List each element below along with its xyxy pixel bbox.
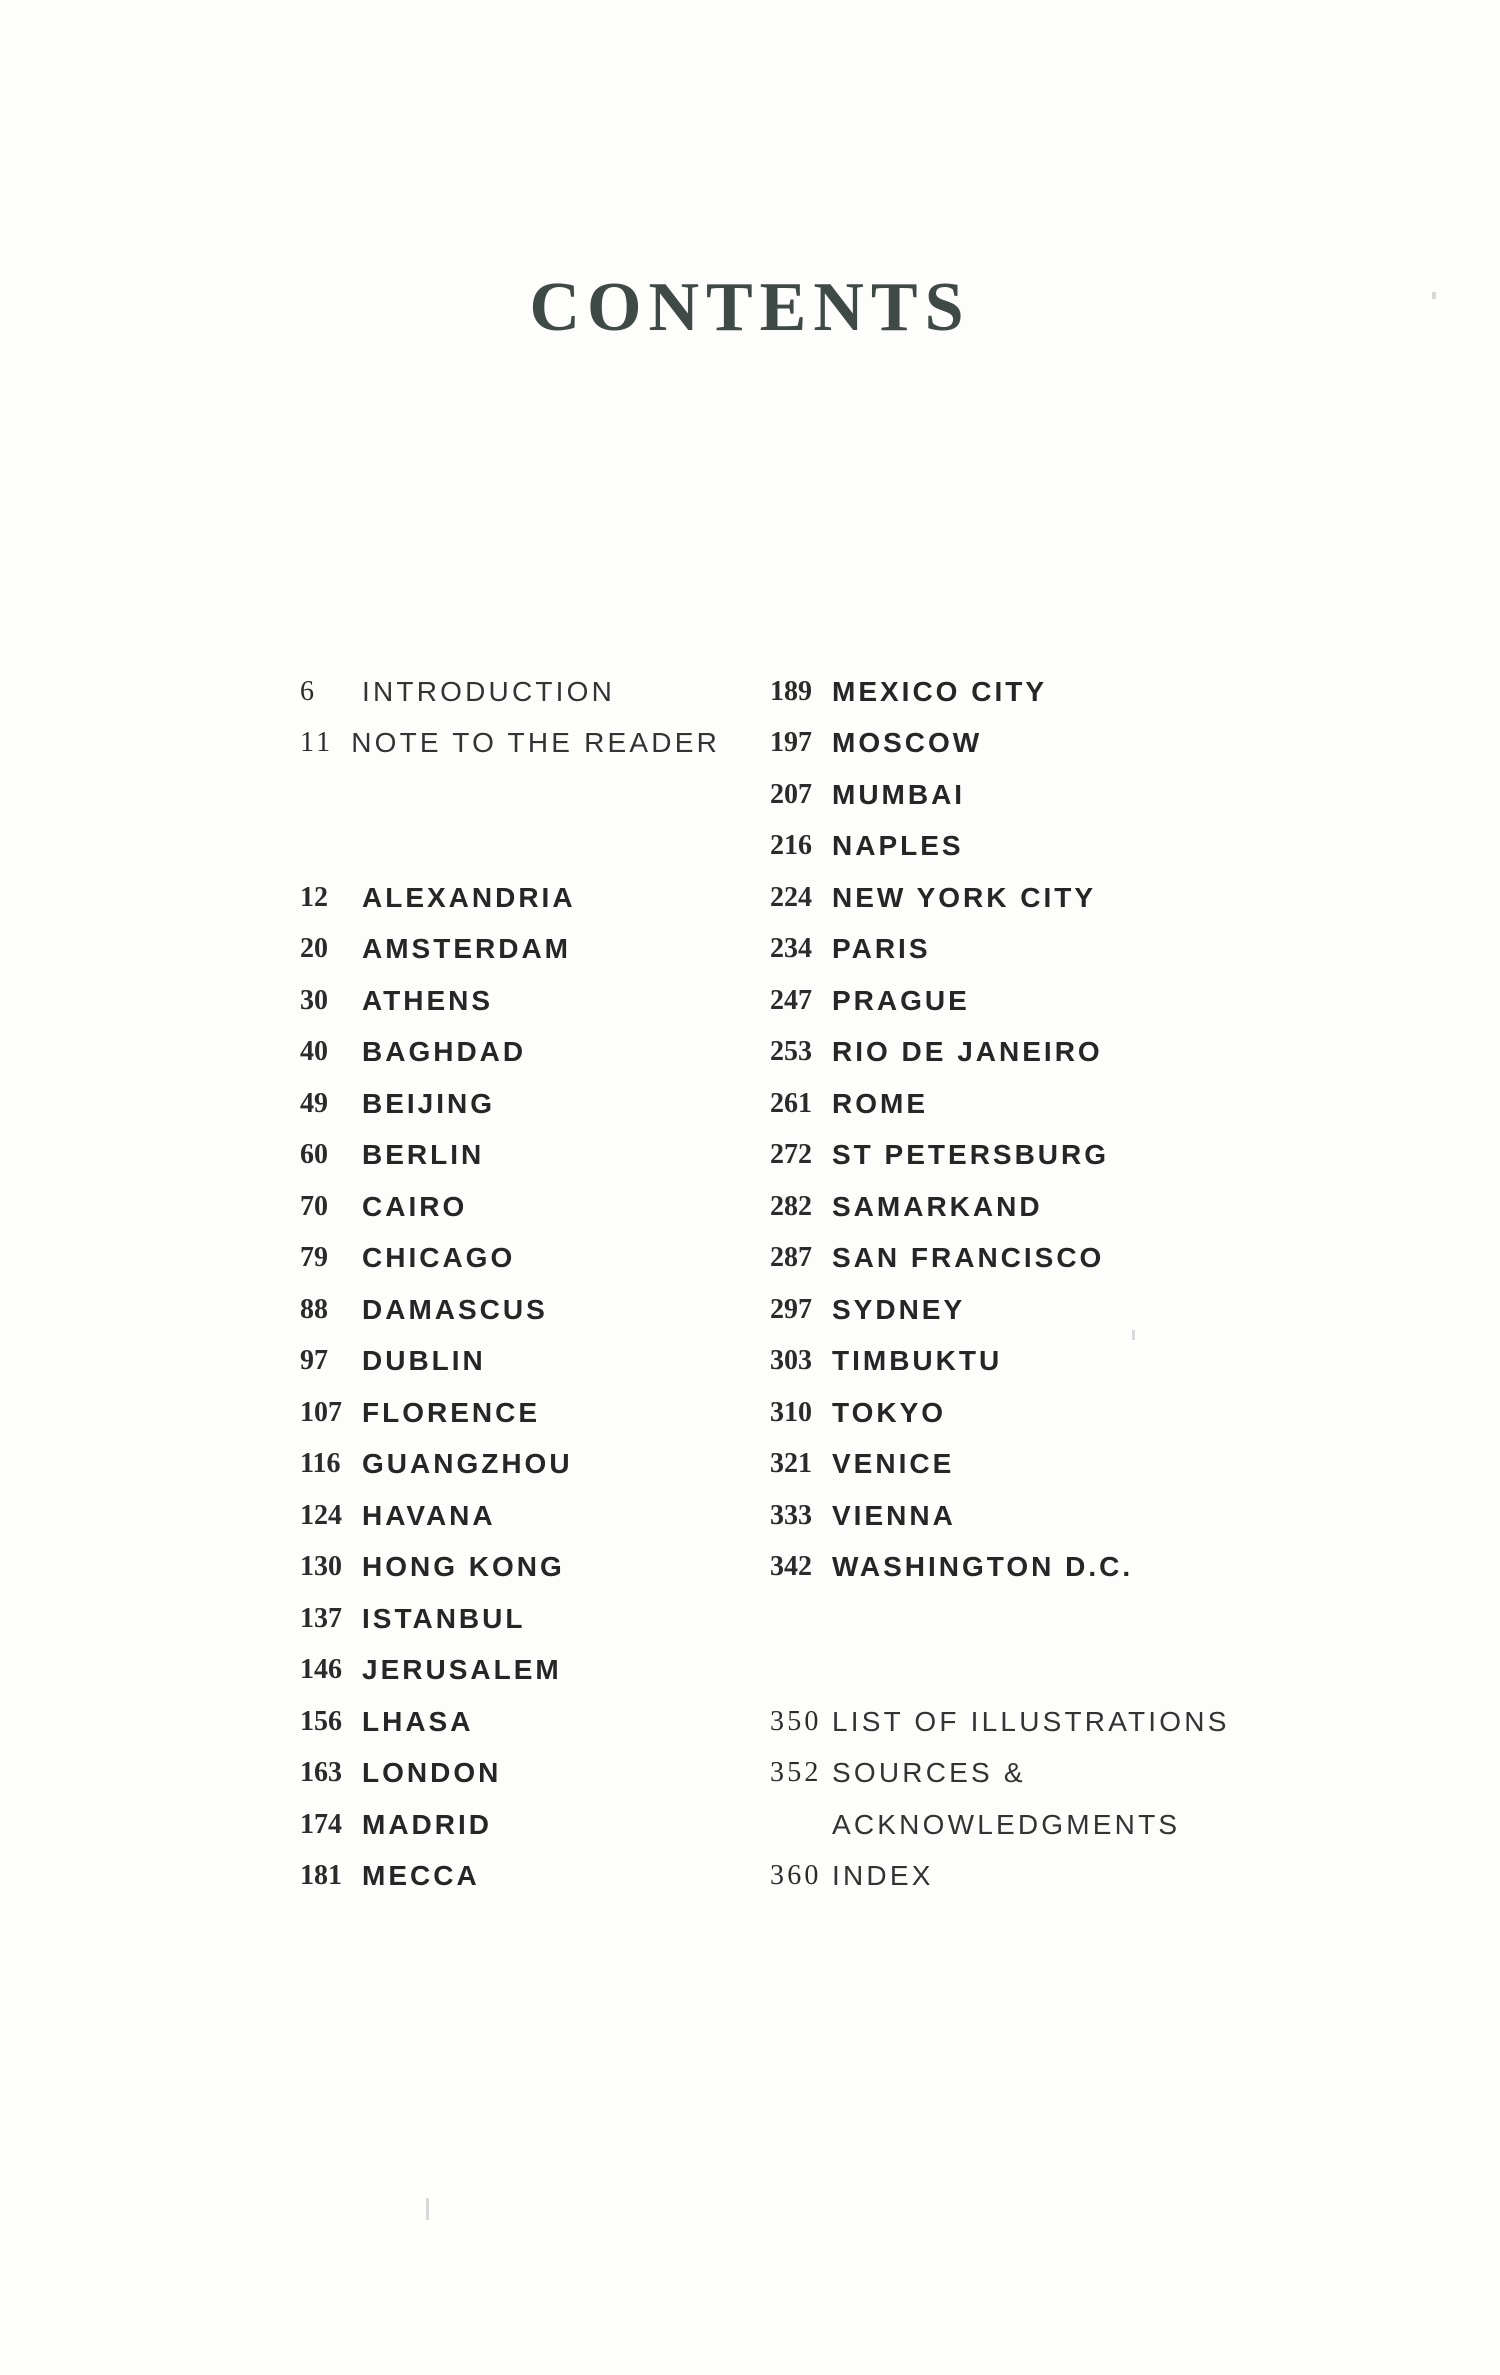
page-number: 261	[770, 1087, 812, 1119]
page-number: 130	[300, 1551, 342, 1583]
city-title: HAVANA	[362, 1499, 496, 1531]
toc-entry	[770, 1233, 1290, 1285]
contents-right-column	[770, 666, 1290, 1902]
page-number: 297	[770, 1293, 812, 1325]
city-title: NAPLES	[832, 830, 964, 862]
page-number: 360	[770, 1860, 822, 1892]
city-title: TOKYO	[832, 1396, 947, 1428]
toc-entry	[770, 1490, 1290, 1542]
page-number: 224	[770, 881, 812, 913]
toc-entry	[300, 1593, 720, 1645]
page-number: 11	[300, 727, 334, 759]
toc-entry	[770, 1696, 1290, 1748]
toc-entry	[770, 718, 1290, 770]
city-title: ISTANBUL	[362, 1602, 526, 1634]
city-title: CAIRO	[362, 1190, 468, 1222]
city-title: VIENNA	[832, 1499, 956, 1531]
toc-entry	[770, 821, 1290, 873]
page-number: 181	[300, 1860, 342, 1892]
toc-entry	[300, 1027, 720, 1079]
page-number: 253	[770, 1036, 812, 1068]
city-title: PARIS	[832, 933, 931, 965]
toc-entry	[300, 1645, 720, 1697]
spacer-row	[300, 821, 720, 873]
page-number: 303	[770, 1345, 812, 1377]
toc-entry	[300, 1181, 720, 1233]
toc-entry	[770, 924, 1290, 976]
page-number: 12	[300, 881, 328, 913]
page-number: 49	[300, 1087, 328, 1119]
toc-entry	[770, 1439, 1290, 1491]
page-number: 321	[770, 1448, 812, 1480]
toc-entry	[300, 1233, 720, 1285]
contents-left-column	[300, 666, 720, 1902]
page-number: 137	[300, 1602, 342, 1634]
city-title: BEIJING	[362, 1087, 496, 1119]
city-title: RIO DE JANEIRO	[832, 1036, 1103, 1068]
section-title: SOURCES &	[832, 1757, 1026, 1789]
page-number: 124	[300, 1499, 342, 1531]
city-title: MEXICO CITY	[832, 675, 1048, 707]
page-number: 97	[300, 1345, 328, 1377]
page-number: 234	[770, 933, 812, 965]
city-title: MOSCOW	[832, 727, 983, 759]
toc-entry	[300, 1851, 720, 1903]
city-title: AMSTERDAM	[362, 933, 571, 965]
section-title: INDEX	[832, 1860, 934, 1892]
toc-entry	[770, 872, 1290, 924]
page-number: 342	[770, 1551, 812, 1583]
spacer-row	[770, 1593, 1290, 1645]
city-title: MUMBAI	[832, 778, 966, 810]
page-number: 146	[300, 1654, 342, 1686]
city-title: BERLIN	[362, 1139, 485, 1171]
city-title: WASHINGTON D.C.	[832, 1551, 1134, 1583]
page-number: 247	[770, 984, 812, 1016]
toc-entry	[300, 975, 720, 1027]
page-number: 79	[300, 1242, 328, 1274]
toc-entry	[770, 1387, 1290, 1439]
toc-entry	[300, 924, 720, 976]
page-title: CONTENTS	[529, 269, 971, 346]
section-title: ACKNOWLEDGMENTS	[832, 1808, 1181, 1840]
city-title: GUANGZHOU	[362, 1448, 573, 1480]
page-number: 70	[300, 1190, 328, 1222]
city-title: JERUSALEM	[362, 1654, 562, 1686]
city-title: CHICAGO	[362, 1242, 516, 1274]
city-title: FLORENCE	[362, 1396, 540, 1428]
city-title: SAMARKAND	[832, 1190, 1043, 1222]
toc-entry	[770, 1542, 1290, 1594]
spacer-row	[300, 769, 720, 821]
toc-entry	[770, 1799, 1290, 1851]
page-number: 189	[770, 675, 812, 707]
city-title: SYDNEY	[832, 1293, 966, 1325]
page-number: 20	[300, 933, 328, 965]
toc-entry	[300, 1078, 720, 1130]
section-title: INTRODUCTION	[362, 675, 616, 707]
page-number: 60	[300, 1139, 328, 1171]
toc-entry	[300, 872, 720, 924]
toc-entry	[770, 769, 1290, 821]
toc-entry	[770, 1181, 1290, 1233]
toc-entry	[770, 666, 1290, 718]
page-number: 116	[300, 1448, 341, 1480]
toc-entry	[300, 1696, 720, 1748]
page-number: 30	[300, 984, 328, 1016]
spacer-row	[770, 1645, 1290, 1697]
toc-entry	[300, 1284, 720, 1336]
page-number: 174	[300, 1808, 342, 1840]
page-number: 333	[770, 1499, 812, 1531]
toc-entry	[770, 1078, 1290, 1130]
page-number: 282	[770, 1190, 812, 1222]
toc-entry	[770, 1284, 1290, 1336]
section-title: LIST OF ILLUSTRATIONS	[832, 1705, 1230, 1737]
toc-entry	[300, 666, 720, 718]
page-number: 272	[770, 1139, 812, 1171]
toc-entry	[300, 1748, 720, 1800]
city-title: DUBLIN	[362, 1345, 486, 1377]
city-title: ROME	[832, 1087, 928, 1119]
toc-entry	[770, 1130, 1290, 1182]
city-title: DAMASCUS	[362, 1293, 548, 1325]
page-number: 107	[300, 1396, 342, 1428]
page-number: 310	[770, 1396, 812, 1428]
toc-entry	[300, 718, 720, 770]
toc-entry	[300, 1490, 720, 1542]
city-title: VENICE	[832, 1448, 955, 1480]
city-title: BAGHDAD	[362, 1036, 527, 1068]
toc-entry	[770, 1336, 1290, 1388]
city-title: TIMBUKTU	[832, 1345, 1003, 1377]
scan-speck	[1432, 292, 1436, 299]
page-number: 350	[770, 1705, 822, 1737]
city-title: HONG KONG	[362, 1551, 565, 1583]
toc-entry	[300, 1542, 720, 1594]
toc-entry	[300, 1799, 720, 1851]
page-number: 207	[770, 778, 812, 810]
toc-entry	[770, 1851, 1290, 1903]
toc-entry	[300, 1336, 720, 1388]
city-title: NEW YORK CITY	[832, 881, 1097, 913]
page-number: 6	[300, 675, 318, 707]
page-number: 88	[300, 1293, 328, 1325]
city-title: PRAGUE	[832, 984, 970, 1016]
city-title: LHASA	[362, 1705, 474, 1737]
page-number: 287	[770, 1242, 812, 1274]
scan-speck	[426, 2198, 429, 2220]
page-number: 197	[770, 727, 812, 759]
toc-entry	[300, 1130, 720, 1182]
page-number: 156	[300, 1705, 342, 1737]
toc-entry	[300, 1387, 720, 1439]
toc-entry	[770, 975, 1290, 1027]
toc-entry	[770, 1748, 1290, 1800]
page-number: 216	[770, 830, 812, 862]
city-title: ATHENS	[362, 984, 494, 1016]
city-title: ST PETERSBURG	[832, 1139, 1110, 1171]
toc-entry	[300, 1439, 720, 1491]
city-title: MECCA	[362, 1860, 480, 1892]
page-number: 352	[770, 1757, 822, 1789]
city-title: MADRID	[362, 1808, 492, 1840]
page-number: 163	[300, 1757, 342, 1789]
section-title: NOTE TO THE READER	[351, 727, 720, 759]
page-number: 40	[300, 1036, 328, 1068]
city-title: ALEXANDRIA	[362, 881, 576, 913]
city-title: SAN FRANCISCO	[832, 1242, 1105, 1274]
toc-entry	[770, 1027, 1290, 1079]
scan-speck	[1132, 1330, 1135, 1340]
city-title: LONDON	[362, 1757, 502, 1789]
